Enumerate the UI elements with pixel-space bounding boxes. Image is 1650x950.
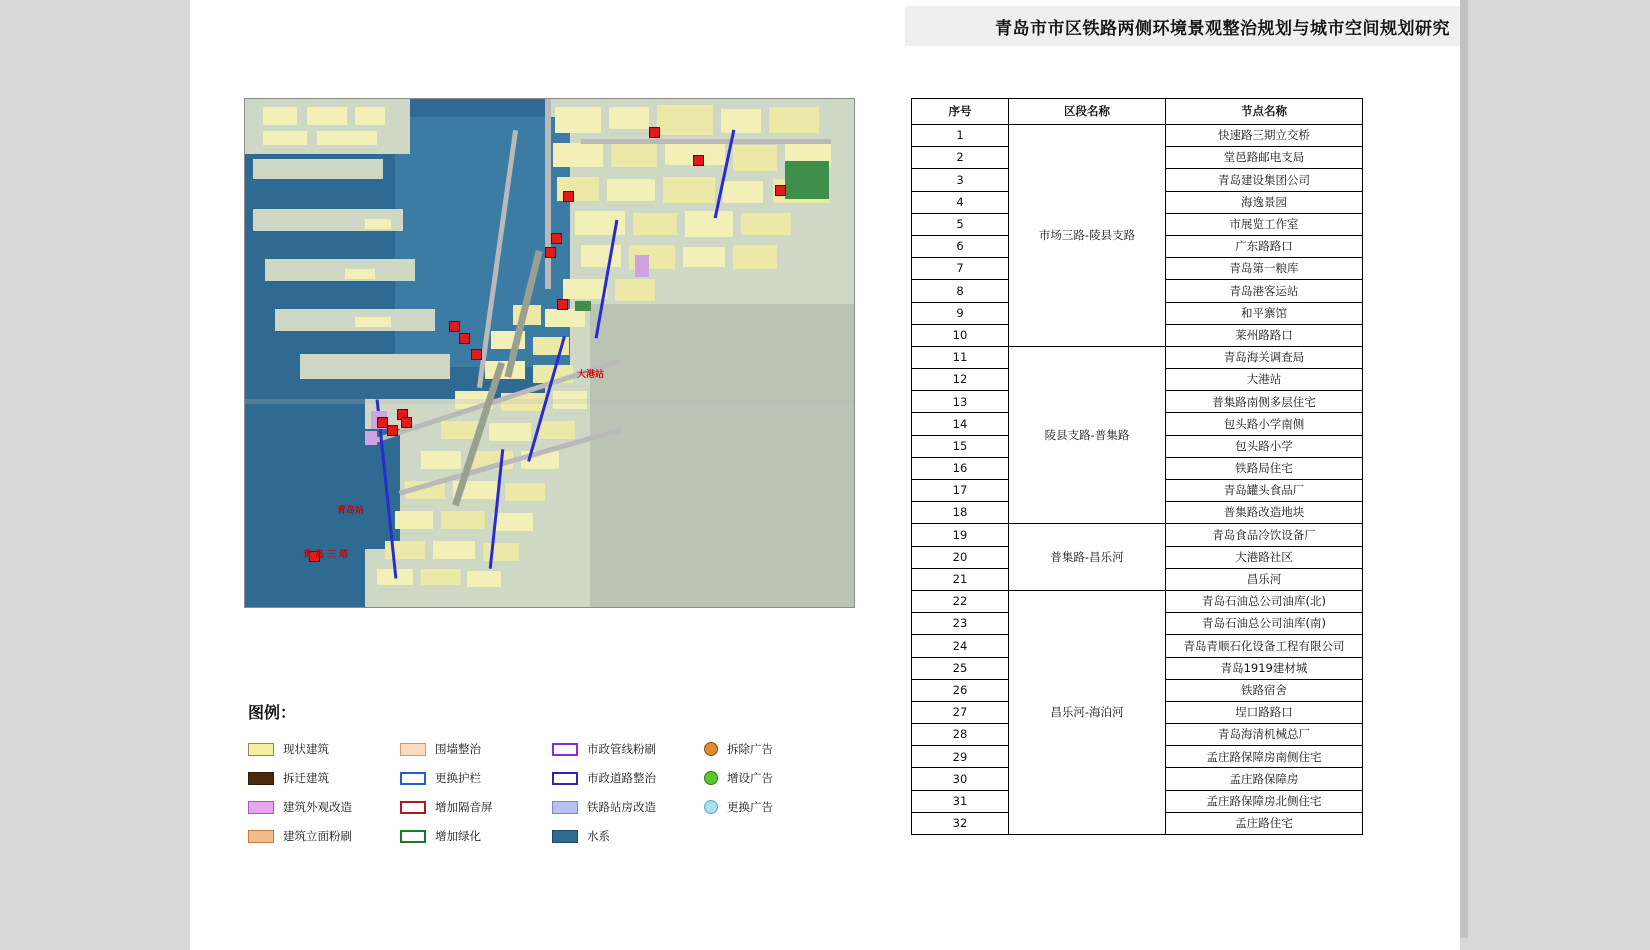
cell-node: 包头路小学南侧 <box>1166 413 1363 435</box>
col-header-node: 节点名称 <box>1166 99 1363 125</box>
legend-label: 水系 <box>587 829 610 843</box>
legend-swatch-remove-ad <box>704 742 718 756</box>
cell-segment: 昌乐河-海泊河 <box>1009 590 1166 834</box>
cell-no: 28 <box>912 724 1009 746</box>
cell-node: 青岛石油总公司油库(北) <box>1166 590 1363 612</box>
legend-swatch-water <box>552 830 578 843</box>
legend-label: 更换护栏 <box>435 771 481 785</box>
map-node-marker <box>471 349 482 360</box>
map-node-marker <box>401 417 412 428</box>
planning-map <box>244 98 855 608</box>
cell-node: 青岛食品冷饮设备厂 <box>1166 524 1363 546</box>
legend-label: 拆除广告 <box>727 742 773 756</box>
legend-label: 增加隔音屏 <box>435 800 493 814</box>
cell-node: 和平寨馆 <box>1166 302 1363 324</box>
cell-node: 孟庄路保障房 <box>1166 768 1363 790</box>
cell-node: 快速路三期立交桥 <box>1166 125 1363 147</box>
cell-node: 埕口路路口 <box>1166 701 1363 723</box>
legend-swatch-add-ad <box>704 771 718 785</box>
legend-swatch-demolish-building <box>248 772 274 785</box>
legend-swatch-pipeline-painting <box>552 743 578 756</box>
legend-item <box>552 770 704 786</box>
map-node-marker <box>459 333 470 344</box>
legend-swatch-replace-ad <box>704 800 718 814</box>
cell-no: 5 <box>912 213 1009 235</box>
legend-swatch-add-greenery <box>400 830 426 843</box>
cell-node: 青岛港客运站 <box>1166 280 1363 302</box>
map-canvas <box>245 99 854 607</box>
title-bar <box>905 6 1460 46</box>
legend-item <box>704 741 814 757</box>
cell-no: 29 <box>912 746 1009 768</box>
node-table-wrapper <box>911 98 1361 835</box>
legend-item <box>552 741 704 757</box>
sheet-shadow <box>1460 0 1468 938</box>
legend-item <box>400 828 552 844</box>
cell-no: 10 <box>912 324 1009 346</box>
cell-node: 青岛第一粮库 <box>1166 258 1363 280</box>
legend-swatch-existing-building <box>248 743 274 756</box>
cell-no: 30 <box>912 768 1009 790</box>
legend-item <box>400 741 552 757</box>
table-row <box>912 125 1363 147</box>
cell-no: 20 <box>912 546 1009 568</box>
cell-no: 8 <box>912 280 1009 302</box>
legend-label: 现状建筑 <box>283 742 329 756</box>
legend-label: 增加绿化 <box>435 829 481 843</box>
legend-grid <box>248 741 778 844</box>
cell-no: 19 <box>912 524 1009 546</box>
cell-segment: 普集路-昌乐河 <box>1009 524 1166 591</box>
legend-title: 图例： <box>248 703 297 722</box>
page-title: 青岛市市区铁路两侧环境景观整治规划与城市空间规划研究 <box>995 18 1450 39</box>
legend-swatch-sound-barrier <box>400 801 426 814</box>
cell-node: 市展览工作室 <box>1166 213 1363 235</box>
cell-node: 青岛罐头食品厂 <box>1166 480 1363 502</box>
legend-label: 拆迁建筑 <box>283 771 329 785</box>
cell-no: 13 <box>912 391 1009 413</box>
legend-item <box>400 799 552 815</box>
cell-node: 大港站 <box>1166 369 1363 391</box>
table-body <box>912 125 1363 835</box>
map-node-marker <box>563 191 574 202</box>
cell-node: 铁路局住宅 <box>1166 457 1363 479</box>
legend-label: 建筑立面粉刷 <box>283 829 352 843</box>
legend-swatch-facade-remodel <box>248 801 274 814</box>
cell-node: 昌乐河 <box>1166 568 1363 590</box>
cell-no: 21 <box>912 568 1009 590</box>
map-node-marker <box>649 127 660 138</box>
cell-no: 11 <box>912 346 1009 368</box>
cell-no: 32 <box>912 812 1009 834</box>
legend-label: 市政道路整治 <box>587 771 656 785</box>
col-header-no: 序号 <box>912 99 1009 125</box>
cell-node: 广东路路口 <box>1166 235 1363 257</box>
cell-node: 孟庄路保障房北侧住宅 <box>1166 790 1363 812</box>
map-node-marker <box>545 247 556 258</box>
cell-node: 大港路社区 <box>1166 546 1363 568</box>
cell-no: 9 <box>912 302 1009 324</box>
legend-label: 铁路站房改造 <box>587 800 656 814</box>
legend-item <box>552 828 704 844</box>
map-node-marker <box>449 321 460 332</box>
cell-node: 普集路改造地块 <box>1166 502 1363 524</box>
cell-no: 26 <box>912 679 1009 701</box>
legend-item <box>248 741 400 757</box>
cell-no: 17 <box>912 480 1009 502</box>
legend-swatch-facade-painting <box>248 830 274 843</box>
map-node-marker <box>693 155 704 166</box>
cell-no: 23 <box>912 613 1009 635</box>
legend-item <box>248 828 400 844</box>
legend-label: 围墙整治 <box>435 742 481 756</box>
cell-node: 孟庄路保障房南侧住宅 <box>1166 746 1363 768</box>
legend-item <box>704 770 814 786</box>
cell-no: 1 <box>912 125 1009 147</box>
cell-no: 25 <box>912 657 1009 679</box>
cell-node: 青岛建设集团公司 <box>1166 169 1363 191</box>
cell-no: 24 <box>912 635 1009 657</box>
table-row <box>912 346 1363 368</box>
cell-no: 16 <box>912 457 1009 479</box>
cell-no: 6 <box>912 235 1009 257</box>
cell-no: 12 <box>912 369 1009 391</box>
map-node-marker <box>387 425 398 436</box>
legend-swatch-station-remodel <box>552 801 578 814</box>
cell-node: 包头路小学 <box>1166 435 1363 457</box>
legend-item <box>248 799 400 815</box>
map-label: 大港站 <box>577 370 605 380</box>
cell-node: 青岛石油总公司油库(南) <box>1166 613 1363 635</box>
legend-item <box>552 799 704 815</box>
legend-label: 建筑外观改造 <box>283 800 352 814</box>
cell-no: 3 <box>912 169 1009 191</box>
col-header-segment: 区段名称 <box>1009 99 1166 125</box>
legend-item <box>400 770 552 786</box>
map-label: 青 岛 三 塔 <box>303 550 349 560</box>
map-node-marker <box>775 185 786 196</box>
cell-node: 堂邑路邮电支局 <box>1166 147 1363 169</box>
map-node-marker <box>551 233 562 244</box>
table-row <box>912 524 1363 546</box>
cell-no: 31 <box>912 790 1009 812</box>
cell-no: 14 <box>912 413 1009 435</box>
cell-node: 青岛1919建材城 <box>1166 657 1363 679</box>
cell-node: 青岛海关调查局 <box>1166 346 1363 368</box>
cell-segment: 陵县支路-普集路 <box>1009 346 1166 524</box>
map-label: 青岛站 <box>337 506 365 516</box>
cell-no: 27 <box>912 701 1009 723</box>
cell-no: 7 <box>912 258 1009 280</box>
legend-item <box>704 799 814 815</box>
cell-no: 4 <box>912 191 1009 213</box>
legend-label: 市政管线粉刷 <box>587 742 656 756</box>
legend-label: 更换广告 <box>727 800 773 814</box>
legend-swatch-replace-fence <box>400 772 426 785</box>
cell-node: 青岛青顺石化设备工程有限公司 <box>1166 635 1363 657</box>
node-table <box>911 98 1363 835</box>
cell-no: 18 <box>912 502 1009 524</box>
legend-item <box>248 770 400 786</box>
cell-node: 普集路南侧多层住宅 <box>1166 391 1363 413</box>
legend-label: 增设广告 <box>727 771 773 785</box>
table-header-row <box>912 99 1363 125</box>
legend <box>248 700 778 844</box>
table-row <box>912 590 1363 612</box>
cell-node: 铁路宿舍 <box>1166 679 1363 701</box>
cell-no: 22 <box>912 590 1009 612</box>
cell-segment: 市场三路-陵县支路 <box>1009 125 1166 347</box>
cell-node: 莱州路路口 <box>1166 324 1363 346</box>
cell-node: 孟庄路住宅 <box>1166 812 1363 834</box>
cell-node: 海逸景园 <box>1166 191 1363 213</box>
cell-no: 2 <box>912 147 1009 169</box>
cell-no: 15 <box>912 435 1009 457</box>
cell-node: 青岛海清机械总厂 <box>1166 724 1363 746</box>
legend-swatch-wall-renovation <box>400 743 426 756</box>
map-node-marker <box>557 299 568 310</box>
legend-swatch-road-renovation <box>552 772 578 785</box>
